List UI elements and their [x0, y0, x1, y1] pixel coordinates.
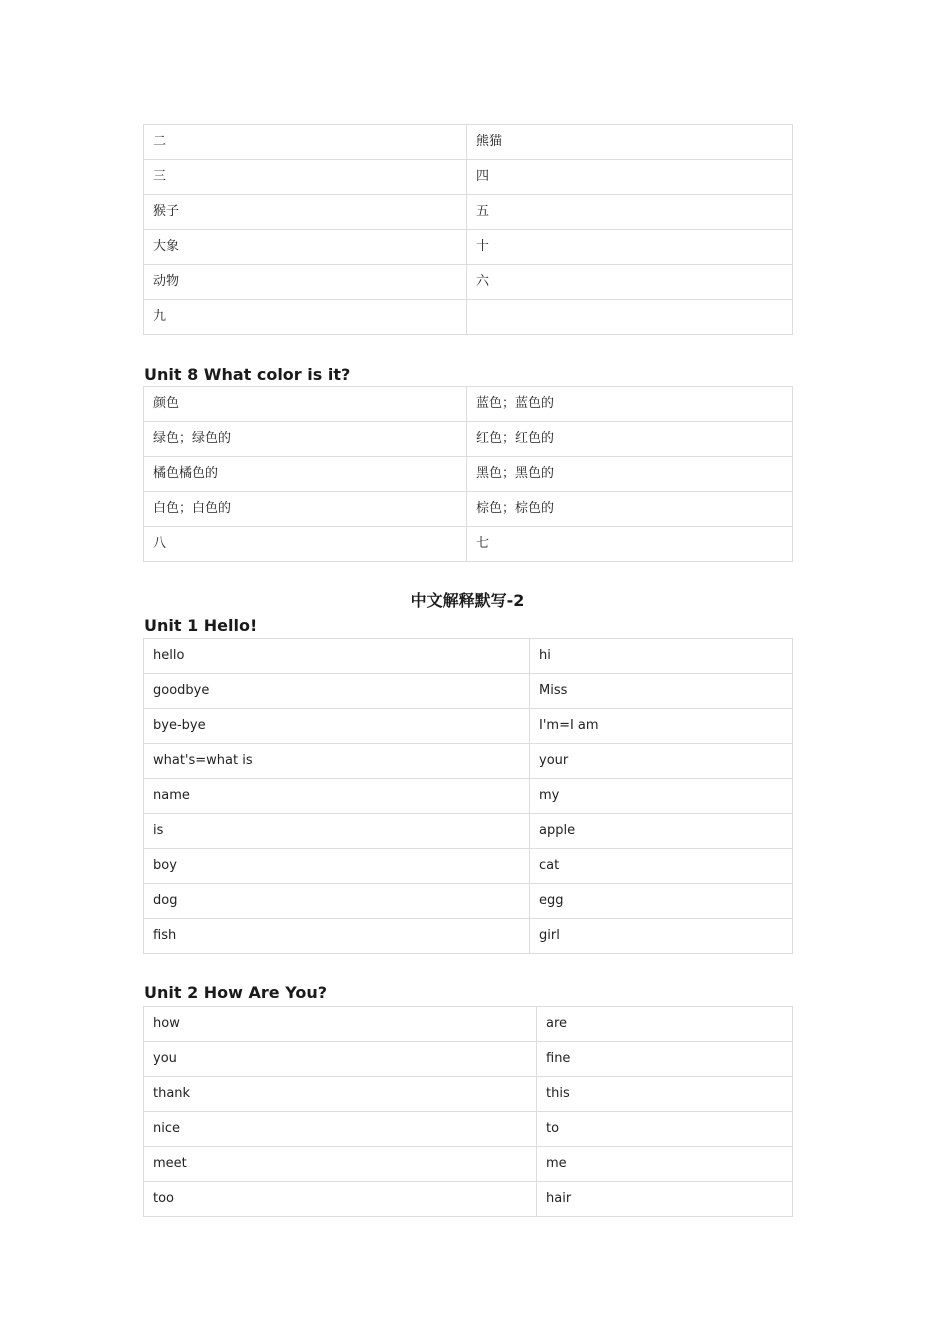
- table-row: [144, 457, 793, 492]
- table-row: [144, 884, 793, 919]
- table-cell: 橘色橘色的: [144, 457, 467, 492]
- table-cell: 八: [144, 527, 467, 562]
- unit8-vocab-table: [143, 386, 793, 562]
- table-row: [144, 387, 793, 422]
- table-cell: girl: [530, 919, 793, 954]
- table-cell: are: [537, 1007, 793, 1042]
- table-cell: 熊猫: [467, 125, 793, 160]
- table-cell: 绿色；绿色的: [144, 422, 467, 457]
- unit1-vocab-table: [143, 638, 793, 954]
- table-row: [144, 300, 793, 335]
- table-row: [144, 230, 793, 265]
- table-cell: 六: [467, 265, 793, 300]
- unit2-heading: Unit 2 How Are You?: [144, 983, 327, 1002]
- table-cell: goodbye: [144, 674, 530, 709]
- table-cell: to: [537, 1112, 793, 1147]
- table-cell: too: [144, 1182, 537, 1217]
- table-cell: hello: [144, 639, 530, 674]
- table-cell: 五: [467, 195, 793, 230]
- table-row: [144, 492, 793, 527]
- table-row: [144, 709, 793, 744]
- table-row: [144, 1112, 793, 1147]
- table-cell: 二: [144, 125, 467, 160]
- table-cell: cat: [530, 849, 793, 884]
- table-cell: name: [144, 779, 530, 814]
- table-cell: boy: [144, 849, 530, 884]
- table-cell: your: [530, 744, 793, 779]
- table-cell: 四: [467, 160, 793, 195]
- table-row: [144, 125, 793, 160]
- table-cell: what's=what is: [144, 744, 530, 779]
- table-row: [144, 744, 793, 779]
- table-cell: 大象: [144, 230, 467, 265]
- unit2-vocab-table: [143, 1006, 793, 1217]
- table-cell: 蓝色；蓝色的: [467, 387, 793, 422]
- table-row: [144, 674, 793, 709]
- table-cell: 十: [467, 230, 793, 265]
- table-row: [144, 265, 793, 300]
- table-cell: fish: [144, 919, 530, 954]
- table-cell: you: [144, 1042, 537, 1077]
- table-row: [144, 527, 793, 562]
- table-cell: dog: [144, 884, 530, 919]
- table-cell: me: [537, 1147, 793, 1182]
- table-row: [144, 639, 793, 674]
- table-cell: is: [144, 814, 530, 849]
- table-cell: 红色；红色的: [467, 422, 793, 457]
- table-cell: apple: [530, 814, 793, 849]
- table-cell: Miss: [530, 674, 793, 709]
- table-cell: thank: [144, 1077, 537, 1112]
- table-row: [144, 1077, 793, 1112]
- table-row: [144, 1182, 793, 1217]
- table-cell: how: [144, 1007, 537, 1042]
- vocab-table-continued: [143, 124, 793, 335]
- table-cell: 白色；白色的: [144, 492, 467, 527]
- table-cell: 七: [467, 527, 793, 562]
- table-cell: meet: [144, 1147, 537, 1182]
- table-cell: I'm=I am: [530, 709, 793, 744]
- table-cell: 九: [144, 300, 467, 335]
- table-cell: 猴子: [144, 195, 467, 230]
- table-row: [144, 814, 793, 849]
- table-row: [144, 919, 793, 954]
- table-cell: hi: [530, 639, 793, 674]
- unit1-heading: Unit 1 Hello!: [144, 616, 258, 635]
- table-cell: bye-bye: [144, 709, 530, 744]
- unit8-heading: Unit 8 What color is it?: [144, 365, 351, 384]
- table-row: [144, 160, 793, 195]
- table-row: [144, 1007, 793, 1042]
- table-cell: 颜色: [144, 387, 467, 422]
- table-cell: nice: [144, 1112, 537, 1147]
- table-cell: 棕色；棕色的: [467, 492, 793, 527]
- table-row: [144, 422, 793, 457]
- table-cell: hair: [537, 1182, 793, 1217]
- table-row: [144, 1042, 793, 1077]
- table-cell: egg: [530, 884, 793, 919]
- table-row: [144, 779, 793, 814]
- table-cell: my: [530, 779, 793, 814]
- table-row: [144, 849, 793, 884]
- table-cell: 三: [144, 160, 467, 195]
- table-cell: fine: [537, 1042, 793, 1077]
- table-cell: this: [537, 1077, 793, 1112]
- table-cell: 动物: [144, 265, 467, 300]
- section-title: 中文解释默写-2: [410, 591, 525, 610]
- table-cell: 黑色；黑色的: [467, 457, 793, 492]
- table-row: [144, 1147, 793, 1182]
- table-row: [144, 195, 793, 230]
- table-cell: [467, 300, 793, 335]
